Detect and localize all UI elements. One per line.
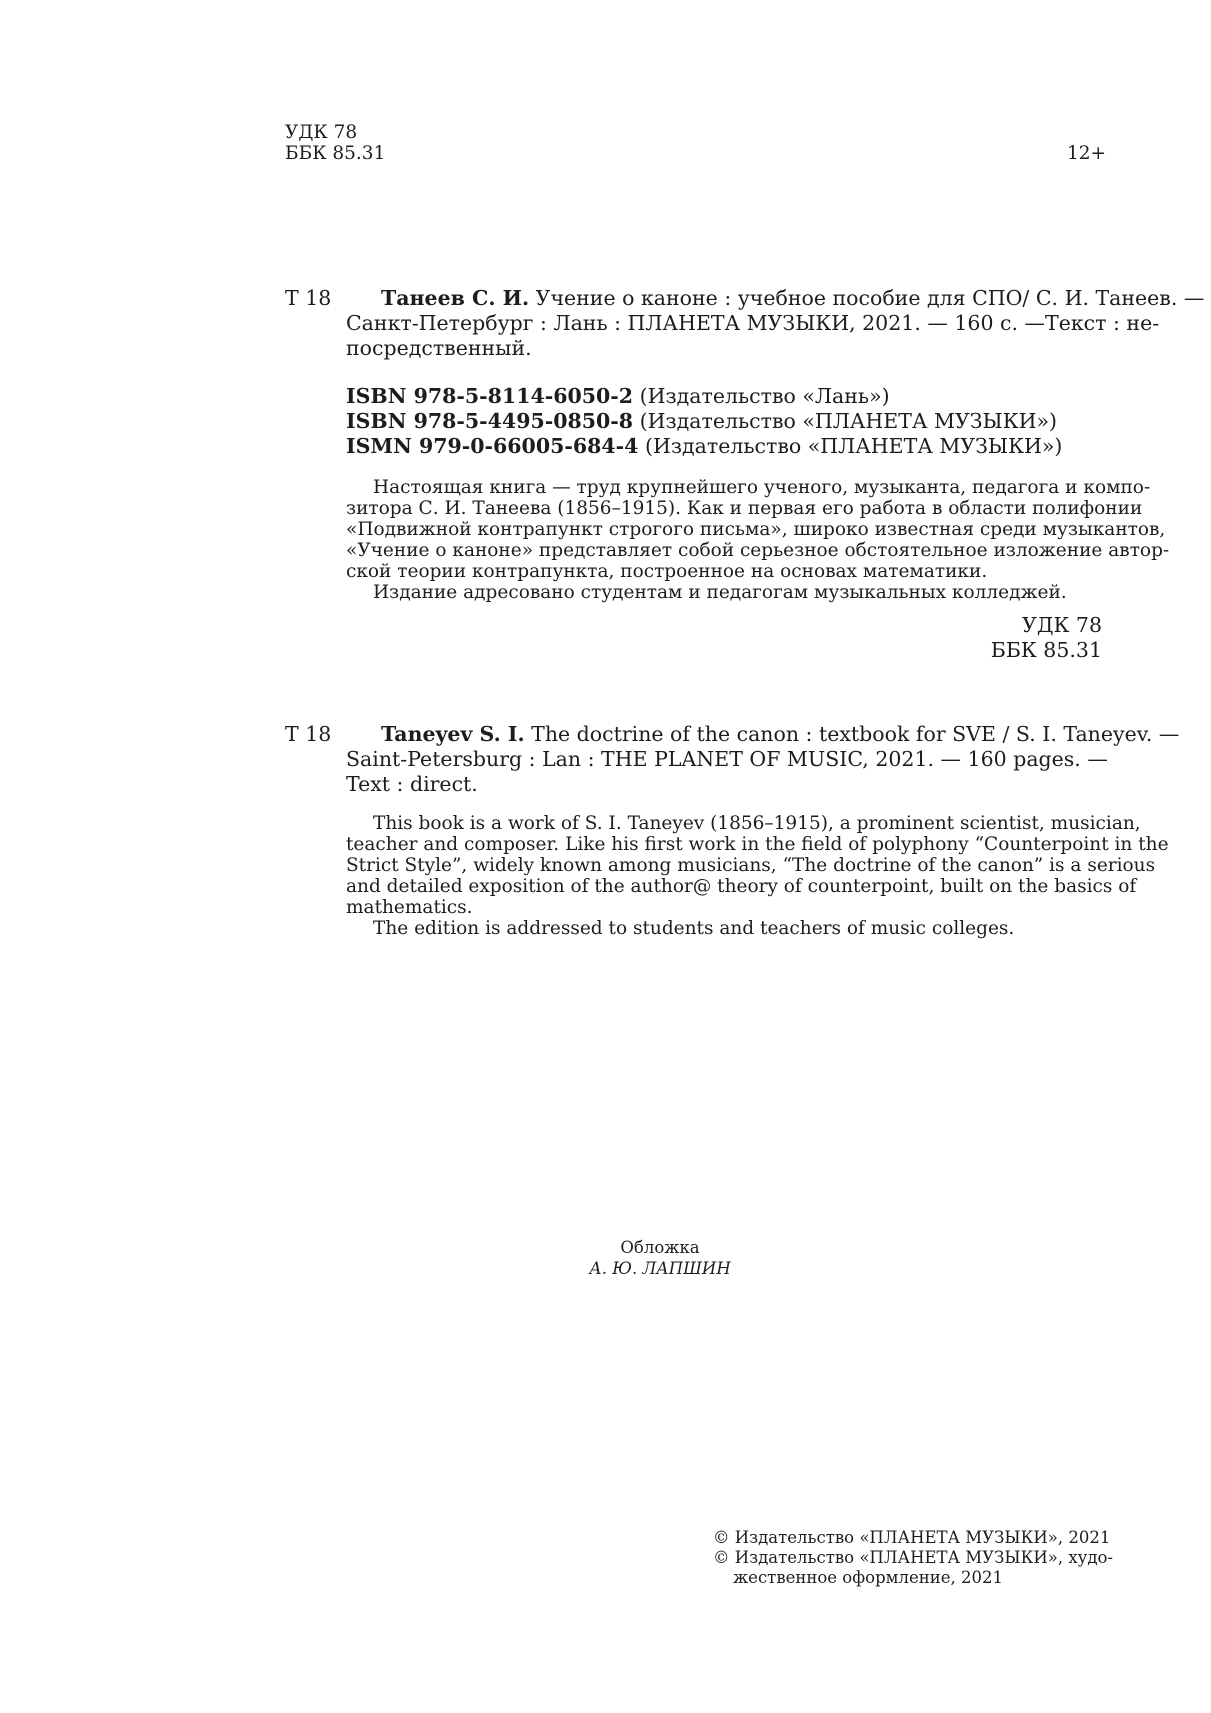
header-udk: УДК 78 — [285, 122, 358, 143]
ru-record-author: Танеев С. И. — [381, 286, 530, 310]
ru-record-description — [381, 286, 1205, 311]
isbn-code: ISMN 979-0-66005-684-4 — [346, 434, 639, 458]
ru-record-title: Учение о каноне : учебное пособие для СПО/ С. И. Танеев. — — [535, 286, 1205, 310]
ru-abstract-line: Настоящая книга — труд крупнейшего ученого, музыканта, педагога и компо- — [373, 477, 1151, 498]
cover-credit-name: А. Ю. ЛАПШИН — [589, 1259, 731, 1278]
age-rating: 12+ — [1067, 143, 1107, 164]
en-abstract-line: Strict Style”, widely known among musicians, “The doctrine of the canon” is a serious — [346, 855, 1156, 876]
ru-abstract-line: «Подвижной контрапункт строгого письма», широко известная среди музыкантов, — [346, 519, 1166, 540]
isbn-publisher: (Издательство «Лань») — [639, 384, 890, 408]
copyright-block — [713, 1528, 1114, 1588]
en-abstract-line: mathematics. — [346, 897, 473, 918]
header-classification — [285, 122, 385, 164]
header-bbk: ББК 85.31 — [285, 143, 386, 164]
en-record-line1 — [381, 722, 1180, 747]
isbn-code: ISBN 978-5-4495-0850-8 — [346, 409, 634, 433]
isbn-publisher: (Издательство «ПЛАНЕТА МУЗЫКИ») — [644, 434, 1063, 458]
copyright-line: © Издательство «ПЛАНЕТА МУЗЫКИ», худо- — [713, 1548, 1114, 1567]
ru-record-line1 — [381, 286, 1205, 311]
cover-credit-label: Обложка — [620, 1238, 700, 1257]
en-record-description — [381, 722, 1180, 747]
ru-record-index: Т 18 — [285, 286, 332, 310]
copyright-line: © Издательство «ПЛАНЕТА МУЗЫКИ», 2021 — [713, 1528, 1111, 1547]
ru-record-continuation — [346, 311, 1160, 361]
copyright-line: жественное оформление, 2021 — [733, 1568, 1003, 1587]
ru-udk: УДК 78 — [1022, 613, 1102, 637]
isbn-item — [346, 409, 1062, 434]
ru-audience: Издание адресовано студентам и педагогам музыкальных колледжей. — [373, 582, 1067, 603]
isbn-item — [346, 434, 1062, 459]
isbn-list — [346, 384, 1062, 459]
en-abstract — [346, 813, 1169, 939]
en-audience: The edition is addressed to students and teachers of music colleges. — [373, 918, 1015, 939]
ru-bbk: ББК 85.31 — [990, 638, 1102, 662]
en-record-author: Taneyev S. I. — [381, 722, 525, 746]
ru-record-line3: посредственный. — [346, 336, 532, 360]
ru-classification — [900, 613, 1102, 663]
isbn-item — [346, 384, 1062, 409]
en-record-title: The doctrine of the canon : textbook for SVE / S. I. Taneyev. — — [531, 722, 1180, 746]
isbn-publisher: (Издательство «ПЛАНЕТА МУЗЫКИ») — [639, 409, 1058, 433]
en-abstract-line: teacher and composer. Like his first work in the field of polyphony “Counterpoint in the — [346, 834, 1169, 855]
en-record-index: T 18 — [285, 722, 332, 746]
isbn-code: ISBN 978-5-8114-6050-2 — [346, 384, 634, 408]
ru-abstract-line: зитора С. И. Танеева (1856–1915). Как и первая его работа в области полифонии — [346, 498, 1143, 519]
en-record-line2: Saint-Petersburg : Lan : THE PLANET OF MUSIC, 2021. — 160 pages. — — [346, 747, 1108, 771]
en-record-continuation — [346, 747, 1108, 797]
ru-abstract — [346, 477, 1170, 603]
en-record-line3: Text : direct. — [346, 772, 478, 796]
ru-abstract-line: «Учение о каноне» представляет собой серьезное обстоятельное изложение автор- — [346, 540, 1170, 561]
ru-abstract-line: ской теории контрапункта, построенное на основах математики. — [346, 561, 988, 582]
cover-credit — [560, 1237, 760, 1279]
en-abstract-line: and detailed exposition of the author@ theory of counterpoint, built on the basics of — [346, 876, 1137, 897]
en-abstract-line: This book is a work of S. I. Taneyev (1856–1915), a prominent scientist, musician, — [373, 813, 1141, 834]
ru-record-line2: Санкт-Петербург : Лань : ПЛАНЕТА МУЗЫКИ, 2021. — 160 с. —Текст : не- — [346, 311, 1160, 335]
